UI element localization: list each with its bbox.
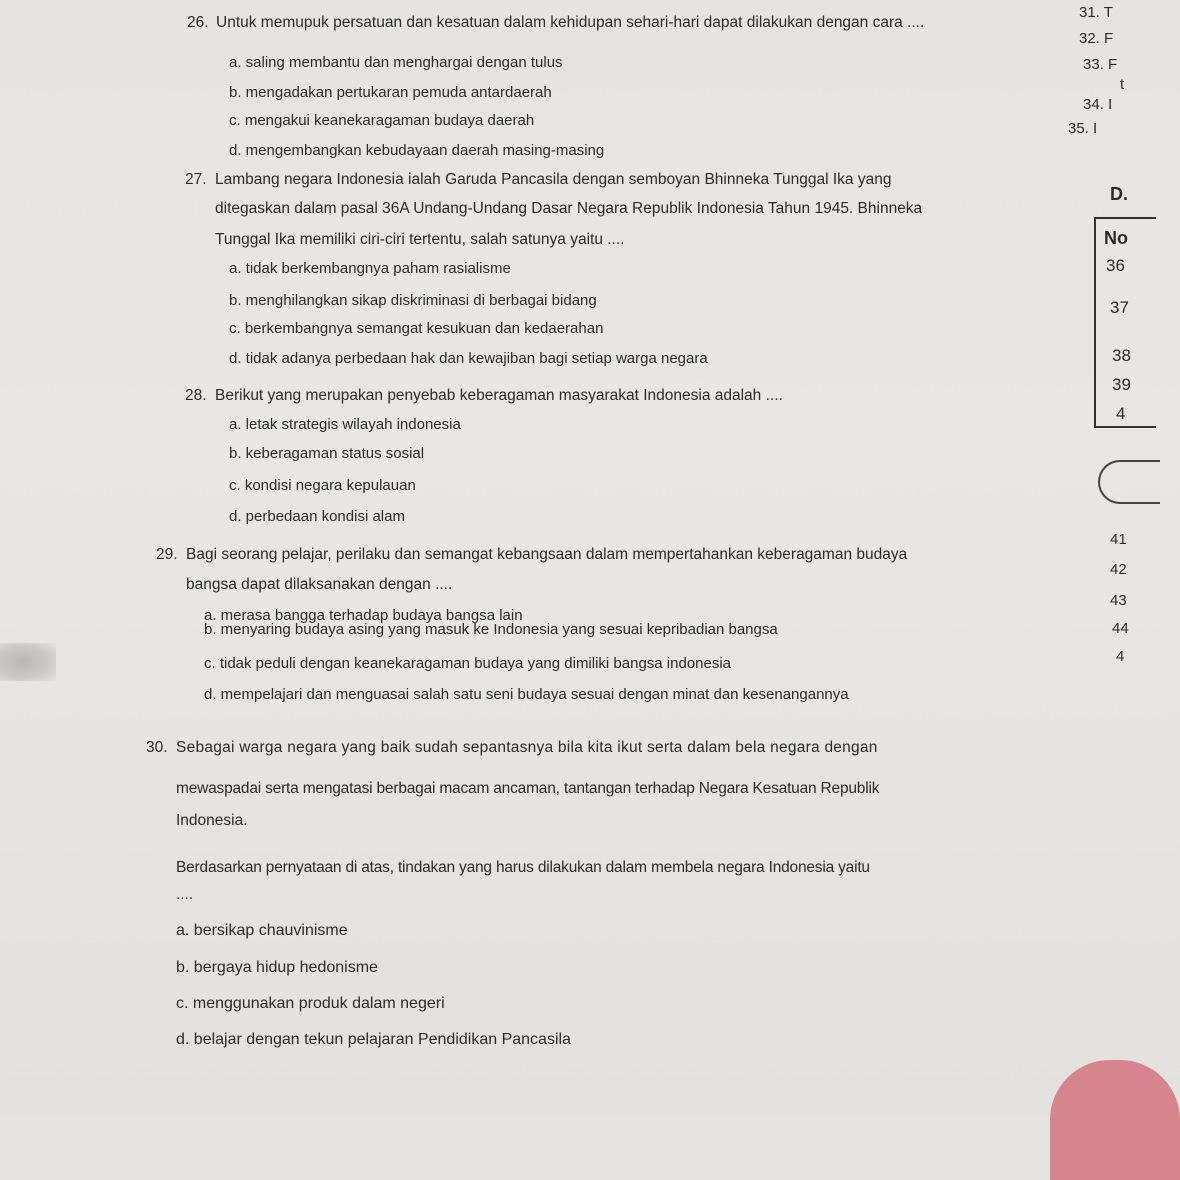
- question-29-number: 29.: [156, 546, 178, 563]
- right-fragment-t: t: [1120, 76, 1125, 93]
- paper-stain: [0, 643, 56, 681]
- question-28-number: 28.: [185, 387, 207, 404]
- question-30-text-line-1: Sebagai warga negara yang baik sudah sepantasnya bila kita ikut serta dalam bela negara dengan: [176, 739, 878, 756]
- question-29-option-a: a. merasa bangga terhadap budaya bangsa lain: [204, 607, 523, 624]
- question-29-option-b: b. menyaring budaya asing yang masuk ke Indonesia yang sesuai kepribadian bangsa: [204, 621, 778, 638]
- section-letter: D.: [1110, 184, 1128, 204]
- question-26-text: Untuk memupuk persatuan dan kesatuan dalam kehidupan sehari-hari dapat dilakukan dengan cara ....: [216, 14, 925, 31]
- question-26-option-b: b. mengadakan pertukaran pemuda antardaerah: [229, 84, 552, 101]
- rounded-box-outline: [1098, 460, 1160, 504]
- question-29-text-line-2: bangsa dapat dilaksanakan dengan ....: [186, 576, 453, 593]
- right-number-44: 44: [1112, 620, 1129, 637]
- question-27-option-a: a. tidak berkembangnya paham rasialisme: [229, 260, 511, 277]
- question-26-option-a: a. saling membantu dan menghargai dengan tulus: [229, 54, 563, 71]
- question-30-text-line-4: Berdasarkan pernyataan di atas, tindakan yang harus dilakukan dalam membela negara Indonesia yaitu: [176, 859, 870, 876]
- right-number-33: 33. F: [1083, 56, 1118, 73]
- answer-table-row: 36: [1106, 256, 1125, 275]
- question-30-option-a: a. bersikap chauvinisme: [176, 922, 348, 939]
- question-27-text-line-3: Tunggal Ika memiliki ciri-ciri tertentu, salah satunya yaitu ....: [215, 231, 625, 248]
- question-30-option-c: c. menggunakan produk dalam negeri: [176, 995, 445, 1012]
- question-29-option-d: d. mempelajari dan menguasai salah satu seni budaya sesuai dengan minat dan kesenangannya: [204, 686, 849, 703]
- question-28-text: Berikut yang merupakan penyebab keberagaman masyarakat Indonesia adalah ....: [215, 387, 783, 404]
- right-number-32: 32. F: [1079, 30, 1114, 47]
- question-27-option-b: b. menghilangkan sikap diskriminasi di berbagai bidang: [229, 292, 597, 309]
- question-28-option-c: c. kondisi negara kepulauan: [229, 477, 416, 494]
- right-number-35: 35. I: [1068, 120, 1098, 137]
- question-27-text-line-1: Lambang negara Indonesia ialah Garuda Pancasila dengan semboyan Bhinneka Tunggal Ika yang: [215, 171, 892, 188]
- right-number-45: 4: [1116, 648, 1125, 665]
- question-27-text-line-2: ditegaskan dalam pasal 36A Undang-Undang Dasar Negara Republik Indonesia Tahun 1945. Bhinneka: [215, 200, 923, 217]
- answer-table-row: 38: [1112, 346, 1131, 365]
- answer-table-header: No: [1104, 228, 1128, 248]
- question-26-number: 26.: [187, 14, 209, 31]
- question-27-option-c: c. berkembangnya semangat kesukuan dan kedaerahan: [229, 320, 604, 337]
- question-30-option-d: d. belajar dengan tekun pelajaran Pendidikan Pancasila: [176, 1031, 571, 1048]
- question-30-text-line-2: mewaspadai serta mengatasi berbagai macam ancaman, tantangan terhadap Negara Kesatuan Republik: [176, 780, 880, 797]
- question-26-option-c: c. mengakui keanekaragaman budaya daerah: [229, 112, 535, 129]
- question-29-option-c: c. tidak peduli dengan keanekaragaman budaya yang dimiliki bangsa indonesia: [204, 655, 732, 672]
- answer-table-row: 39: [1112, 375, 1131, 394]
- question-27-number: 27.: [185, 171, 207, 188]
- question-26-option-d: d. mengembangkan kebudayaan daerah masing-masing: [229, 142, 605, 159]
- question-30-option-b: b. bergaya hidup hedonisme: [176, 959, 378, 976]
- question-29-text-line-1: Bagi seorang pelajar, perilaku dan semangat kebangsaan dalam mempertahankan keberagaman budaya: [186, 546, 908, 563]
- question-30-text-line-5: ....: [176, 886, 194, 903]
- answer-table-row: 4: [1116, 404, 1126, 423]
- question-27-option-d: d. tidak adanya perbedaan hak dan kewajiban bagi setiap warga negara: [229, 350, 708, 367]
- right-number-41: 41: [1110, 531, 1127, 548]
- right-number-34: 34. I: [1083, 96, 1113, 113]
- question-28-option-d: d. perbedaan kondisi alam: [229, 508, 405, 525]
- right-number-31: 31. T: [1079, 4, 1113, 21]
- right-number-42: 42: [1110, 561, 1127, 578]
- answer-table-row: 37: [1110, 298, 1129, 317]
- finger-edge: [1050, 1060, 1180, 1180]
- question-30-number: 30.: [146, 739, 168, 756]
- question-28-option-b: b. keberagaman status sosial: [229, 445, 425, 462]
- question-28-option-a: a. letak strategis wilayah indonesia: [229, 416, 461, 433]
- right-number-43: 43: [1110, 592, 1127, 609]
- question-30-text-line-3: Indonesia.: [176, 812, 248, 829]
